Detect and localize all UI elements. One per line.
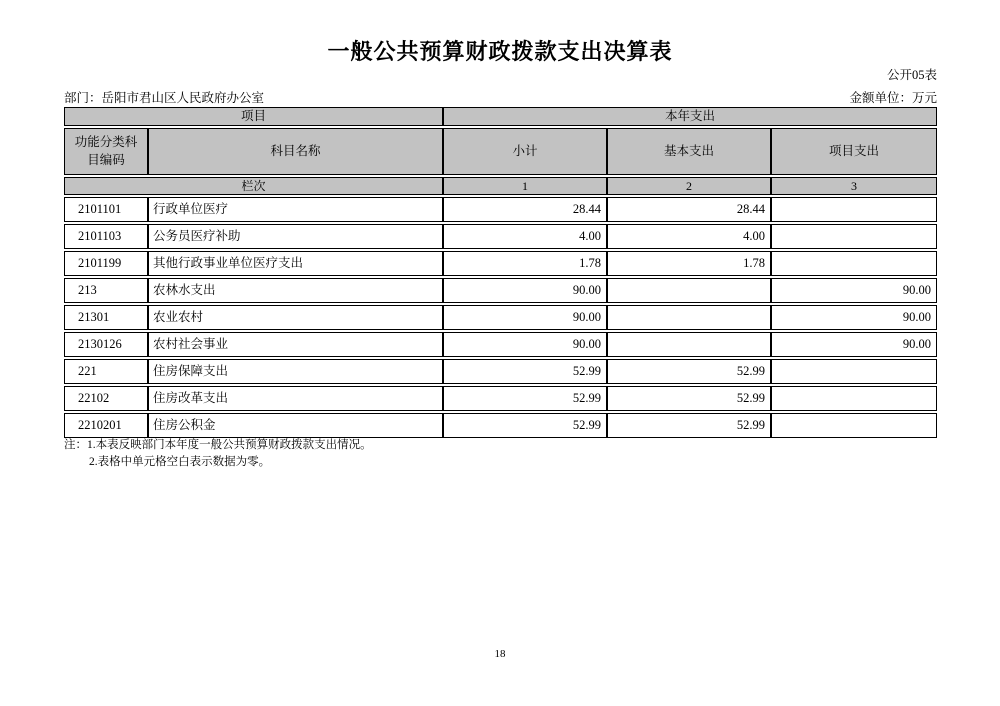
table-row [64,251,937,276]
header-lanci-label: 栏次 [64,177,443,195]
department-label: 部门：岳阳市君山区人民政府办公室 [64,91,265,105]
cell-function-code: 2101199 [64,251,148,276]
cell-subject-name: 住房公积金 [148,413,443,438]
cell-function-code: 2101103 [64,224,148,249]
page-number: 18 [494,648,506,660]
note-line-2: 2.表格中单元格空白表示数据为零。 [89,456,271,468]
header-col-subject-name: 科目名称 [148,128,443,175]
cell-subject-name: 农业农村 [148,305,443,330]
cell-subtotal: 1.78 [443,251,607,276]
header-lanci-row [64,177,937,195]
cell-basic-expenditure [607,305,771,330]
cell-subtotal: 52.99 [443,359,607,384]
header-colnum-2: 2 [607,177,771,195]
cell-project-expenditure [771,251,937,276]
table-row [64,332,937,357]
unit-label: 金额单位：万元 [849,91,937,105]
footnotes [64,437,937,471]
table-code-label: 公开05表 [886,68,937,82]
table-row [64,386,937,411]
table-row [64,197,937,222]
header-col-subtotal: 小计 [443,128,607,175]
header-col-basic: 基本支出 [607,128,771,175]
header-col-project: 项目支出 [771,128,937,175]
table-row [64,224,937,249]
cell-function-code: 22102 [64,386,148,411]
cell-subtotal: 52.99 [443,386,607,411]
cell-function-code: 2130126 [64,332,148,357]
cell-project-expenditure: 90.00 [771,305,937,330]
cell-subject-name: 行政单位医疗 [148,197,443,222]
header-group-row [64,107,937,126]
cell-function-code: 213 [64,278,148,303]
cell-basic-expenditure: 28.44 [607,197,771,222]
cell-subject-name: 其他行政事业单位医疗支出 [148,251,443,276]
cell-subject-name: 公务员医疗补助 [148,224,443,249]
cell-basic-expenditure: 52.99 [607,413,771,438]
header-colnum-3: 3 [771,177,937,195]
cell-subject-name: 农村社会事业 [148,332,443,357]
cell-basic-expenditure: 1.78 [607,251,771,276]
cell-project-expenditure [771,413,937,438]
budget-table [64,105,937,440]
cell-basic-expenditure [607,332,771,357]
cell-project-expenditure: 90.00 [771,332,937,357]
table-row [64,278,937,303]
cell-project-expenditure [771,359,937,384]
cell-subtotal: 90.00 [443,278,607,303]
cell-subject-name: 住房保障支出 [148,359,443,384]
cell-subtotal: 28.44 [443,197,607,222]
cell-subject-name: 住房改革支出 [148,386,443,411]
table-row [64,305,937,330]
cell-function-code: 2210201 [64,413,148,438]
cell-function-code: 221 [64,359,148,384]
meta-row [64,88,937,106]
cell-basic-expenditure [607,278,771,303]
table-header [64,107,937,195]
cell-basic-expenditure: 52.99 [607,359,771,384]
header-group-project: 项目 [64,107,443,126]
cell-subtotal: 90.00 [443,305,607,330]
header-colnum-1: 1 [443,177,607,195]
cell-project-expenditure [771,197,937,222]
header-columns-row [64,128,937,175]
page-title: 一般公共预算财政拨款支出决算表 [327,39,673,64]
cell-subtotal: 4.00 [443,224,607,249]
note-line-1: 注：1.本表反映部门本年度一般公共预算财政拨款支出情况。 [64,439,372,451]
cell-basic-expenditure: 52.99 [607,386,771,411]
table-row [64,413,937,438]
cell-project-expenditure [771,224,937,249]
header-col-code: 功能分类科目编码 [64,128,148,175]
cell-subject-name: 农林水支出 [148,278,443,303]
cell-function-code: 21301 [64,305,148,330]
cell-basic-expenditure: 4.00 [607,224,771,249]
header-group-current-year: 本年支出 [443,107,937,126]
cell-project-expenditure [771,386,937,411]
cell-project-expenditure: 90.00 [771,278,937,303]
cell-subtotal: 52.99 [443,413,607,438]
table-body [64,197,937,438]
table-row [64,359,937,384]
cell-function-code: 2101101 [64,197,148,222]
cell-subtotal: 90.00 [443,332,607,357]
